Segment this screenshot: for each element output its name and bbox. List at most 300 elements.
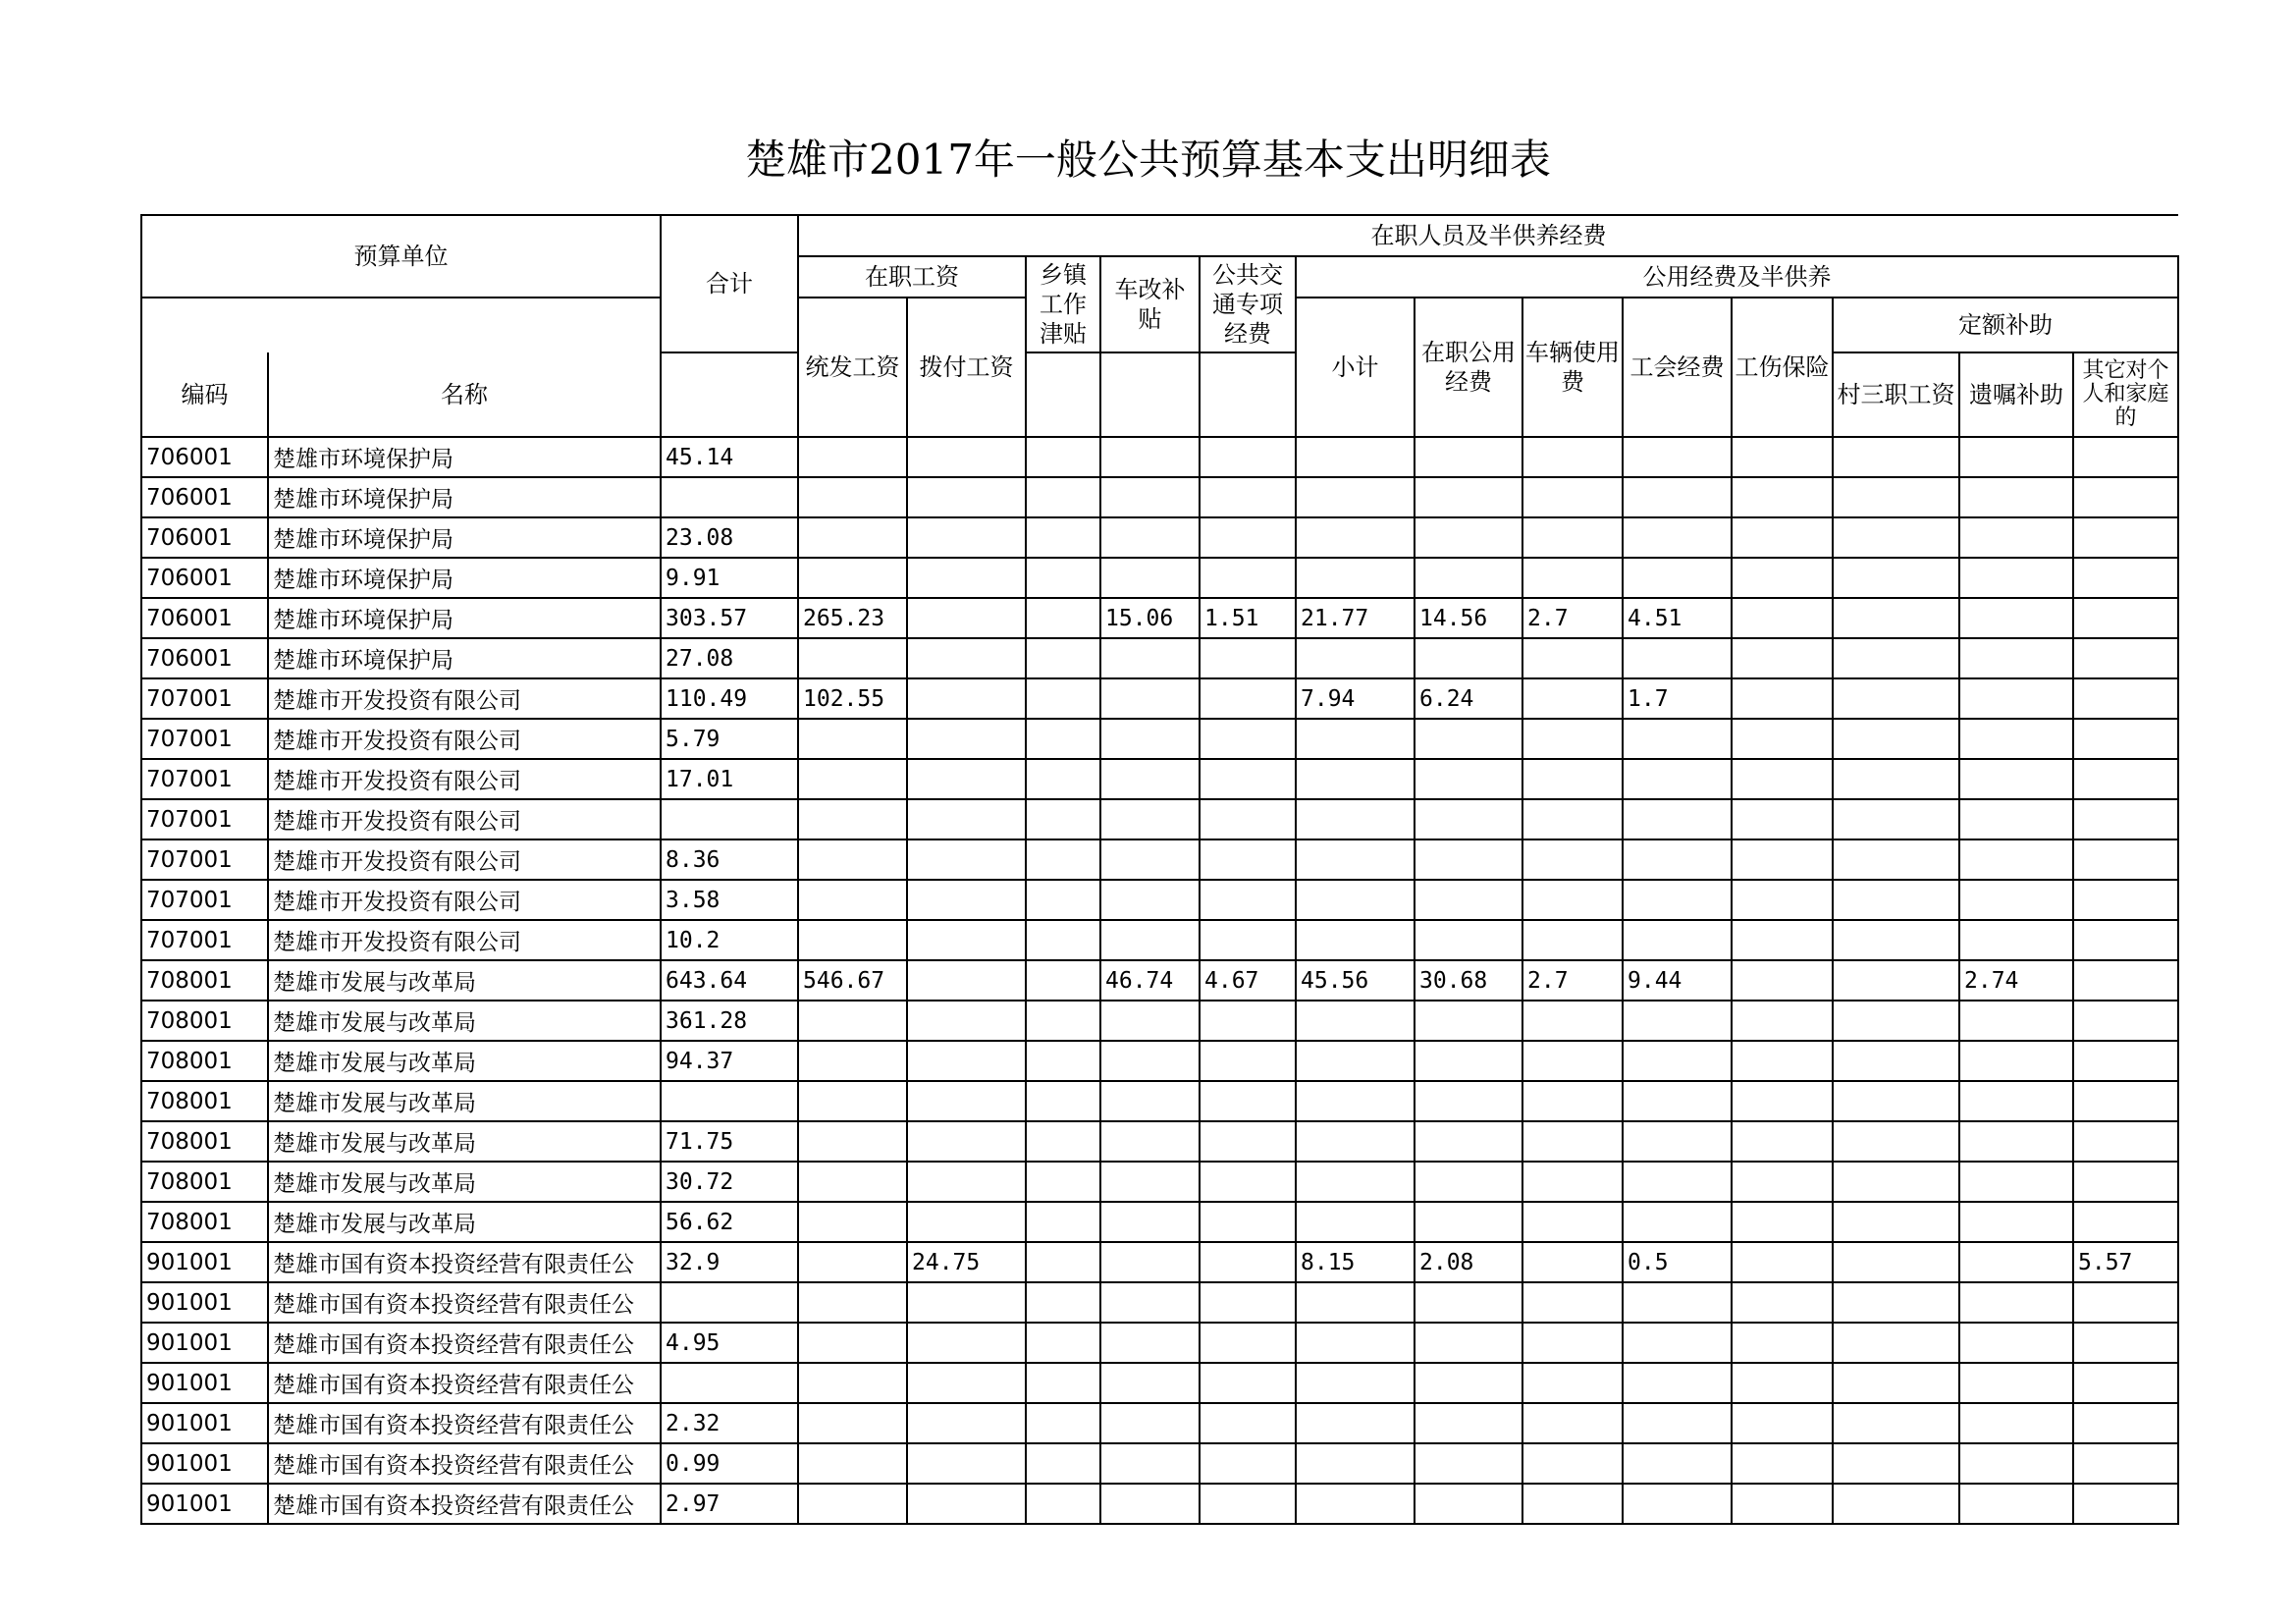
cell-c5 bbox=[1200, 1121, 1296, 1162]
cell-c11 bbox=[1833, 1443, 1959, 1484]
cell-c5 bbox=[1200, 1363, 1296, 1403]
cell-c11 bbox=[1833, 1323, 1959, 1363]
cell-c3 bbox=[1026, 880, 1100, 920]
cell-c5 bbox=[1200, 517, 1296, 558]
cell-c4 bbox=[1100, 839, 1200, 880]
cell-c12 bbox=[1959, 1081, 2073, 1121]
cell-c9 bbox=[1623, 638, 1732, 678]
cell-c6 bbox=[1296, 759, 1415, 799]
cell-c5 bbox=[1200, 1001, 1296, 1041]
header-unified-wages: 统发工资 bbox=[798, 298, 907, 437]
cell-c10 bbox=[1732, 920, 1833, 960]
cell-c5 bbox=[1200, 1484, 1296, 1524]
cell-c10 bbox=[1732, 437, 1833, 477]
cell-c12 bbox=[1959, 598, 2073, 638]
header-fixed-subsidy: 定额补助 bbox=[1833, 298, 2178, 352]
cell-c13 bbox=[2073, 517, 2178, 558]
cell-c9 bbox=[1623, 880, 1732, 920]
cell-c13 bbox=[2073, 678, 2178, 719]
header-total-lower bbox=[661, 352, 798, 437]
cell-c7: 30.68 bbox=[1415, 960, 1522, 1001]
cell-c7 bbox=[1415, 1282, 1522, 1323]
cell-c3 bbox=[1026, 558, 1100, 598]
cell-c5 bbox=[1200, 477, 1296, 517]
cell-c1 bbox=[798, 1282, 907, 1323]
cell-c4 bbox=[1100, 1242, 1200, 1282]
cell-total: 94.37 bbox=[661, 1041, 798, 1081]
cell-total: 45.14 bbox=[661, 437, 798, 477]
cell-c5 bbox=[1200, 1081, 1296, 1121]
cell-c5 bbox=[1200, 920, 1296, 960]
cell-total: 9.91 bbox=[661, 558, 798, 598]
cell-c3 bbox=[1026, 1282, 1100, 1323]
cell-c4 bbox=[1100, 437, 1200, 477]
cell-c10 bbox=[1732, 638, 1833, 678]
cell-c8 bbox=[1522, 1443, 1623, 1484]
table-row bbox=[141, 719, 2178, 759]
header-budget-unit: 预算单位 bbox=[141, 215, 661, 298]
cell-c8 bbox=[1522, 517, 1623, 558]
cell-c2 bbox=[907, 719, 1026, 759]
cell-c13 bbox=[2073, 1282, 2178, 1323]
cell-code: 901001 bbox=[141, 1242, 268, 1282]
cell-c8 bbox=[1522, 1041, 1623, 1081]
page-title: 楚雄市2017年一般公共预算基本支出明细表 bbox=[745, 135, 1551, 184]
cell-c13 bbox=[2073, 1041, 2178, 1081]
cell-c10 bbox=[1732, 477, 1833, 517]
cell-c6 bbox=[1296, 1162, 1415, 1202]
cell-c10 bbox=[1732, 678, 1833, 719]
cell-c12 bbox=[1959, 638, 2073, 678]
cell-name: 楚雄市环境保护局 bbox=[268, 437, 661, 477]
cell-name: 楚雄市国有资本投资经营有限责任公 bbox=[268, 1363, 661, 1403]
cell-c3 bbox=[1026, 477, 1100, 517]
cell-c7 bbox=[1415, 1443, 1522, 1484]
cell-c2 bbox=[907, 477, 1026, 517]
cell-c12 bbox=[1959, 678, 2073, 719]
header-allocated-wages: 拨付工资 bbox=[907, 298, 1026, 437]
cell-c3 bbox=[1026, 1162, 1100, 1202]
cell-name: 楚雄市开发投资有限公司 bbox=[268, 880, 661, 920]
table-row bbox=[141, 799, 2178, 839]
cell-c13 bbox=[2073, 1001, 2178, 1041]
cell-c8 bbox=[1522, 1403, 1623, 1443]
cell-c3 bbox=[1026, 1323, 1100, 1363]
cell-code: 708001 bbox=[141, 1001, 268, 1041]
cell-c11 bbox=[1833, 598, 1959, 638]
cell-name: 楚雄市环境保护局 bbox=[268, 598, 661, 638]
cell-c12 bbox=[1959, 1202, 2073, 1242]
cell-c13 bbox=[2073, 1162, 2178, 1202]
cell-c2 bbox=[907, 558, 1026, 598]
cell-name: 楚雄市国有资本投资经营有限责任公 bbox=[268, 1282, 661, 1323]
cell-name: 楚雄市开发投资有限公司 bbox=[268, 759, 661, 799]
cell-c2 bbox=[907, 1202, 1026, 1242]
cell-c13 bbox=[2073, 839, 2178, 880]
cell-code: 706001 bbox=[141, 598, 268, 638]
table-row bbox=[141, 880, 2178, 920]
cell-c4 bbox=[1100, 1282, 1200, 1323]
cell-c4 bbox=[1100, 558, 1200, 598]
cell-c13 bbox=[2073, 1443, 2178, 1484]
cell-c7 bbox=[1415, 1363, 1522, 1403]
cell-name: 楚雄市开发投资有限公司 bbox=[268, 839, 661, 880]
cell-c2 bbox=[907, 880, 1026, 920]
cell-c1 bbox=[798, 1001, 907, 1041]
cell-name: 楚雄市开发投资有限公司 bbox=[268, 920, 661, 960]
cell-c10 bbox=[1732, 839, 1833, 880]
cell-c3 bbox=[1026, 598, 1100, 638]
cell-c4 bbox=[1100, 920, 1200, 960]
cell-c11 bbox=[1833, 960, 1959, 1001]
cell-c12 bbox=[1959, 1121, 2073, 1162]
cell-c1 bbox=[798, 477, 907, 517]
header-code: 编码 bbox=[141, 352, 268, 437]
cell-c10 bbox=[1732, 558, 1833, 598]
header-village-wages: 村三职工资 bbox=[1833, 352, 1959, 437]
cell-c13 bbox=[2073, 1484, 2178, 1524]
cell-c7 bbox=[1415, 1081, 1522, 1121]
cell-c7: 6.24 bbox=[1415, 678, 1522, 719]
cell-c2 bbox=[907, 678, 1026, 719]
cell-c3 bbox=[1026, 719, 1100, 759]
cell-c2 bbox=[907, 1484, 1026, 1524]
table-row bbox=[141, 1001, 2178, 1041]
cell-c1 bbox=[798, 437, 907, 477]
header-total: 合计 bbox=[661, 215, 798, 352]
table-row bbox=[141, 1081, 2178, 1121]
cell-c10 bbox=[1732, 799, 1833, 839]
cell-c13 bbox=[2073, 920, 2178, 960]
cell-c11 bbox=[1833, 477, 1959, 517]
cell-c7 bbox=[1415, 1323, 1522, 1363]
cell-c8 bbox=[1522, 719, 1623, 759]
cell-name: 楚雄市环境保护局 bbox=[268, 558, 661, 598]
cell-c10 bbox=[1732, 1202, 1833, 1242]
cell-c4: 15.06 bbox=[1100, 598, 1200, 638]
cell-c8 bbox=[1522, 920, 1623, 960]
cell-code: 706001 bbox=[141, 517, 268, 558]
cell-c2 bbox=[907, 638, 1026, 678]
cell-name: 楚雄市发展与改革局 bbox=[268, 1041, 661, 1081]
cell-total: 27.08 bbox=[661, 638, 798, 678]
cell-c3 bbox=[1026, 517, 1100, 558]
cell-c9 bbox=[1623, 1443, 1732, 1484]
cell-c10 bbox=[1732, 1323, 1833, 1363]
cell-c3 bbox=[1026, 1121, 1100, 1162]
cell-c11 bbox=[1833, 638, 1959, 678]
cell-c11 bbox=[1833, 920, 1959, 960]
cell-c10 bbox=[1732, 1121, 1833, 1162]
cell-name: 楚雄市国有资本投资经营有限责任公 bbox=[268, 1443, 661, 1484]
table-row bbox=[141, 759, 2178, 799]
table-row bbox=[141, 1242, 2178, 1282]
cell-total bbox=[661, 1081, 798, 1121]
cell-c4 bbox=[1100, 1041, 1200, 1081]
cell-c11 bbox=[1833, 880, 1959, 920]
cell-c1 bbox=[798, 1081, 907, 1121]
cell-c7 bbox=[1415, 1121, 1522, 1162]
cell-total: 2.32 bbox=[661, 1403, 798, 1443]
cell-c4 bbox=[1100, 880, 1200, 920]
header-township-allowance: 乡镇工作津贴 bbox=[1026, 256, 1100, 352]
cell-c10 bbox=[1732, 1282, 1833, 1323]
cell-c6 bbox=[1296, 1363, 1415, 1403]
cell-c4 bbox=[1100, 1081, 1200, 1121]
cell-c10 bbox=[1732, 1363, 1833, 1403]
cell-total: 23.08 bbox=[661, 517, 798, 558]
cell-code: 707001 bbox=[141, 799, 268, 839]
cell-c12 bbox=[1959, 719, 2073, 759]
cell-name: 楚雄市发展与改革局 bbox=[268, 1121, 661, 1162]
cell-c10 bbox=[1732, 1242, 1833, 1282]
cell-c6 bbox=[1296, 477, 1415, 517]
cell-c13 bbox=[2073, 1363, 2178, 1403]
cell-c8 bbox=[1522, 437, 1623, 477]
cell-c10 bbox=[1732, 1162, 1833, 1202]
cell-c3 bbox=[1026, 1403, 1100, 1443]
table-row bbox=[141, 920, 2178, 960]
cell-c13 bbox=[2073, 719, 2178, 759]
cell-c8 bbox=[1522, 1162, 1623, 1202]
cell-c3 bbox=[1026, 1443, 1100, 1484]
cell-c4 bbox=[1100, 1121, 1200, 1162]
cell-c1 bbox=[798, 759, 907, 799]
cell-c9 bbox=[1623, 1282, 1732, 1323]
cell-c2 bbox=[907, 920, 1026, 960]
cell-c13 bbox=[2073, 880, 2178, 920]
cell-c1 bbox=[798, 1162, 907, 1202]
cell-c11 bbox=[1833, 839, 1959, 880]
cell-c2 bbox=[907, 437, 1026, 477]
cell-c9 bbox=[1623, 1041, 1732, 1081]
table-row bbox=[141, 1323, 2178, 1363]
cell-name: 楚雄市开发投资有限公司 bbox=[268, 799, 661, 839]
table-row bbox=[141, 1041, 2178, 1081]
cell-c4 bbox=[1100, 1001, 1200, 1041]
cell-c5 bbox=[1200, 1242, 1296, 1282]
cell-c5 bbox=[1200, 558, 1296, 598]
cell-c1 bbox=[798, 880, 907, 920]
cell-c7 bbox=[1415, 1484, 1522, 1524]
cell-total: 17.01 bbox=[661, 759, 798, 799]
cell-c13 bbox=[2073, 437, 2178, 477]
cell-c13 bbox=[2073, 799, 2178, 839]
cell-c5 bbox=[1200, 678, 1296, 719]
header-vehicle-subsidy: 车改补贴 bbox=[1100, 256, 1200, 352]
cell-c6: 45.56 bbox=[1296, 960, 1415, 1001]
header-public-funds: 公用经费及半供养 bbox=[1296, 256, 2178, 298]
cell-total: 643.64 bbox=[661, 960, 798, 1001]
cell-c5 bbox=[1200, 1162, 1296, 1202]
cell-c2 bbox=[907, 1081, 1026, 1121]
cell-name: 楚雄市环境保护局 bbox=[268, 638, 661, 678]
table-row bbox=[141, 558, 2178, 598]
cell-c3 bbox=[1026, 960, 1100, 1001]
cell-c2 bbox=[907, 1363, 1026, 1403]
cell-code: 707001 bbox=[141, 759, 268, 799]
cell-c1: 546.67 bbox=[798, 960, 907, 1001]
cell-c6 bbox=[1296, 1081, 1415, 1121]
cell-c5: 4.67 bbox=[1200, 960, 1296, 1001]
cell-c2 bbox=[907, 960, 1026, 1001]
cell-c5 bbox=[1200, 1041, 1296, 1081]
cell-c10 bbox=[1732, 759, 1833, 799]
cell-c11 bbox=[1833, 719, 1959, 759]
cell-c4 bbox=[1100, 477, 1200, 517]
cell-name: 楚雄市国有资本投资经营有限责任公 bbox=[268, 1403, 661, 1443]
cell-c4 bbox=[1100, 678, 1200, 719]
cell-c8 bbox=[1522, 1363, 1623, 1403]
cell-code: 706001 bbox=[141, 437, 268, 477]
cell-total: 110.49 bbox=[661, 678, 798, 719]
cell-c12 bbox=[1959, 517, 2073, 558]
table-row bbox=[141, 437, 2178, 477]
cell-c6 bbox=[1296, 517, 1415, 558]
cell-c1 bbox=[798, 920, 907, 960]
cell-c3 bbox=[1026, 678, 1100, 719]
cell-total: 0.99 bbox=[661, 1443, 798, 1484]
cell-c7 bbox=[1415, 477, 1522, 517]
cell-c2 bbox=[907, 1041, 1026, 1081]
cell-c12: 2.74 bbox=[1959, 960, 2073, 1001]
cell-c2 bbox=[907, 517, 1026, 558]
cell-c1 bbox=[798, 1443, 907, 1484]
cell-total: 32.9 bbox=[661, 1242, 798, 1282]
cell-c8 bbox=[1522, 638, 1623, 678]
cell-code: 706001 bbox=[141, 477, 268, 517]
cell-c7 bbox=[1415, 558, 1522, 598]
cell-c1 bbox=[798, 719, 907, 759]
cell-c3 bbox=[1026, 1041, 1100, 1081]
cell-total: 4.95 bbox=[661, 1323, 798, 1363]
cell-name: 楚雄市发展与改革局 bbox=[268, 960, 661, 1001]
cell-c4 bbox=[1100, 1403, 1200, 1443]
cell-c9 bbox=[1623, 1121, 1732, 1162]
cell-c1 bbox=[798, 638, 907, 678]
cell-c1 bbox=[798, 1041, 907, 1081]
cell-c6 bbox=[1296, 1001, 1415, 1041]
header-vehicle-use: 车辆使用费 bbox=[1522, 298, 1623, 437]
cell-code: 901001 bbox=[141, 1403, 268, 1443]
cell-code: 708001 bbox=[141, 1202, 268, 1242]
cell-name: 楚雄市发展与改革局 bbox=[268, 1162, 661, 1202]
header-township-lower bbox=[1026, 352, 1100, 437]
cell-c6 bbox=[1296, 1323, 1415, 1363]
table-row bbox=[141, 1443, 2178, 1484]
cell-c9 bbox=[1623, 920, 1732, 960]
cell-c11 bbox=[1833, 1484, 1959, 1524]
cell-code: 901001 bbox=[141, 1323, 268, 1363]
cell-c5 bbox=[1200, 839, 1296, 880]
header-staff-wages: 在职工资 bbox=[798, 256, 1026, 298]
cell-c1 bbox=[798, 1403, 907, 1443]
cell-c1 bbox=[798, 1242, 907, 1282]
cell-c11 bbox=[1833, 1242, 1959, 1282]
cell-name: 楚雄市国有资本投资经营有限责任公 bbox=[268, 1242, 661, 1282]
table-row bbox=[141, 1121, 2178, 1162]
cell-c13 bbox=[2073, 558, 2178, 598]
cell-c6 bbox=[1296, 638, 1415, 678]
cell-c6: 7.94 bbox=[1296, 678, 1415, 719]
cell-c1 bbox=[798, 1323, 907, 1363]
cell-c5 bbox=[1200, 638, 1296, 678]
cell-c2 bbox=[907, 1443, 1026, 1484]
cell-c8 bbox=[1522, 1202, 1623, 1242]
cell-c11 bbox=[1833, 558, 1959, 598]
cell-c9 bbox=[1623, 799, 1732, 839]
cell-c8: 2.7 bbox=[1522, 598, 1623, 638]
cell-total: 3.58 bbox=[661, 880, 798, 920]
cell-code: 706001 bbox=[141, 558, 268, 598]
cell-c5 bbox=[1200, 1202, 1296, 1242]
cell-c9: 9.44 bbox=[1623, 960, 1732, 1001]
cell-c6 bbox=[1296, 1121, 1415, 1162]
cell-total: 2.97 bbox=[661, 1484, 798, 1524]
cell-code: 708001 bbox=[141, 1121, 268, 1162]
cell-c9 bbox=[1623, 1001, 1732, 1041]
cell-c9 bbox=[1623, 1363, 1732, 1403]
cell-total bbox=[661, 1363, 798, 1403]
cell-c13 bbox=[2073, 759, 2178, 799]
header-transport-fund: 公共交通专项经费 bbox=[1200, 256, 1296, 352]
cell-c7 bbox=[1415, 880, 1522, 920]
header-name: 名称 bbox=[268, 352, 661, 437]
cell-c8 bbox=[1522, 1484, 1623, 1524]
cell-c7 bbox=[1415, 759, 1522, 799]
cell-c8 bbox=[1522, 678, 1623, 719]
cell-c2 bbox=[907, 598, 1026, 638]
cell-c8 bbox=[1522, 759, 1623, 799]
cell-c9 bbox=[1623, 517, 1732, 558]
cell-c8 bbox=[1522, 558, 1623, 598]
cell-c2 bbox=[907, 1121, 1026, 1162]
cell-c12 bbox=[1959, 920, 2073, 960]
cell-c9 bbox=[1623, 1081, 1732, 1121]
cell-c5 bbox=[1200, 719, 1296, 759]
table-row bbox=[141, 839, 2178, 880]
cell-c12 bbox=[1959, 799, 2073, 839]
cell-total bbox=[661, 799, 798, 839]
cell-c13: 5.57 bbox=[2073, 1242, 2178, 1282]
cell-name: 楚雄市发展与改革局 bbox=[268, 1081, 661, 1121]
cell-c12 bbox=[1959, 1242, 2073, 1282]
cell-code: 708001 bbox=[141, 960, 268, 1001]
table-row bbox=[141, 598, 2178, 638]
cell-code: 707001 bbox=[141, 719, 268, 759]
cell-c2 bbox=[907, 1162, 1026, 1202]
cell-c7: 2.08 bbox=[1415, 1242, 1522, 1282]
cell-c3 bbox=[1026, 839, 1100, 880]
cell-c12 bbox=[1959, 1162, 2073, 1202]
cell-name: 楚雄市发展与改革局 bbox=[268, 1001, 661, 1041]
cell-c6 bbox=[1296, 1443, 1415, 1484]
cell-c13 bbox=[2073, 1202, 2178, 1242]
cell-c2 bbox=[907, 1403, 1026, 1443]
cell-c11 bbox=[1833, 1081, 1959, 1121]
cell-c9 bbox=[1623, 719, 1732, 759]
cell-c7 bbox=[1415, 920, 1522, 960]
cell-c7: 14.56 bbox=[1415, 598, 1522, 638]
cell-c8 bbox=[1522, 799, 1623, 839]
cell-c5 bbox=[1200, 799, 1296, 839]
cell-c8 bbox=[1522, 1323, 1623, 1363]
cell-c11 bbox=[1833, 1041, 1959, 1081]
cell-c3 bbox=[1026, 1363, 1100, 1403]
cell-c8 bbox=[1522, 1242, 1623, 1282]
cell-c1 bbox=[798, 517, 907, 558]
cell-c9 bbox=[1623, 1202, 1732, 1242]
